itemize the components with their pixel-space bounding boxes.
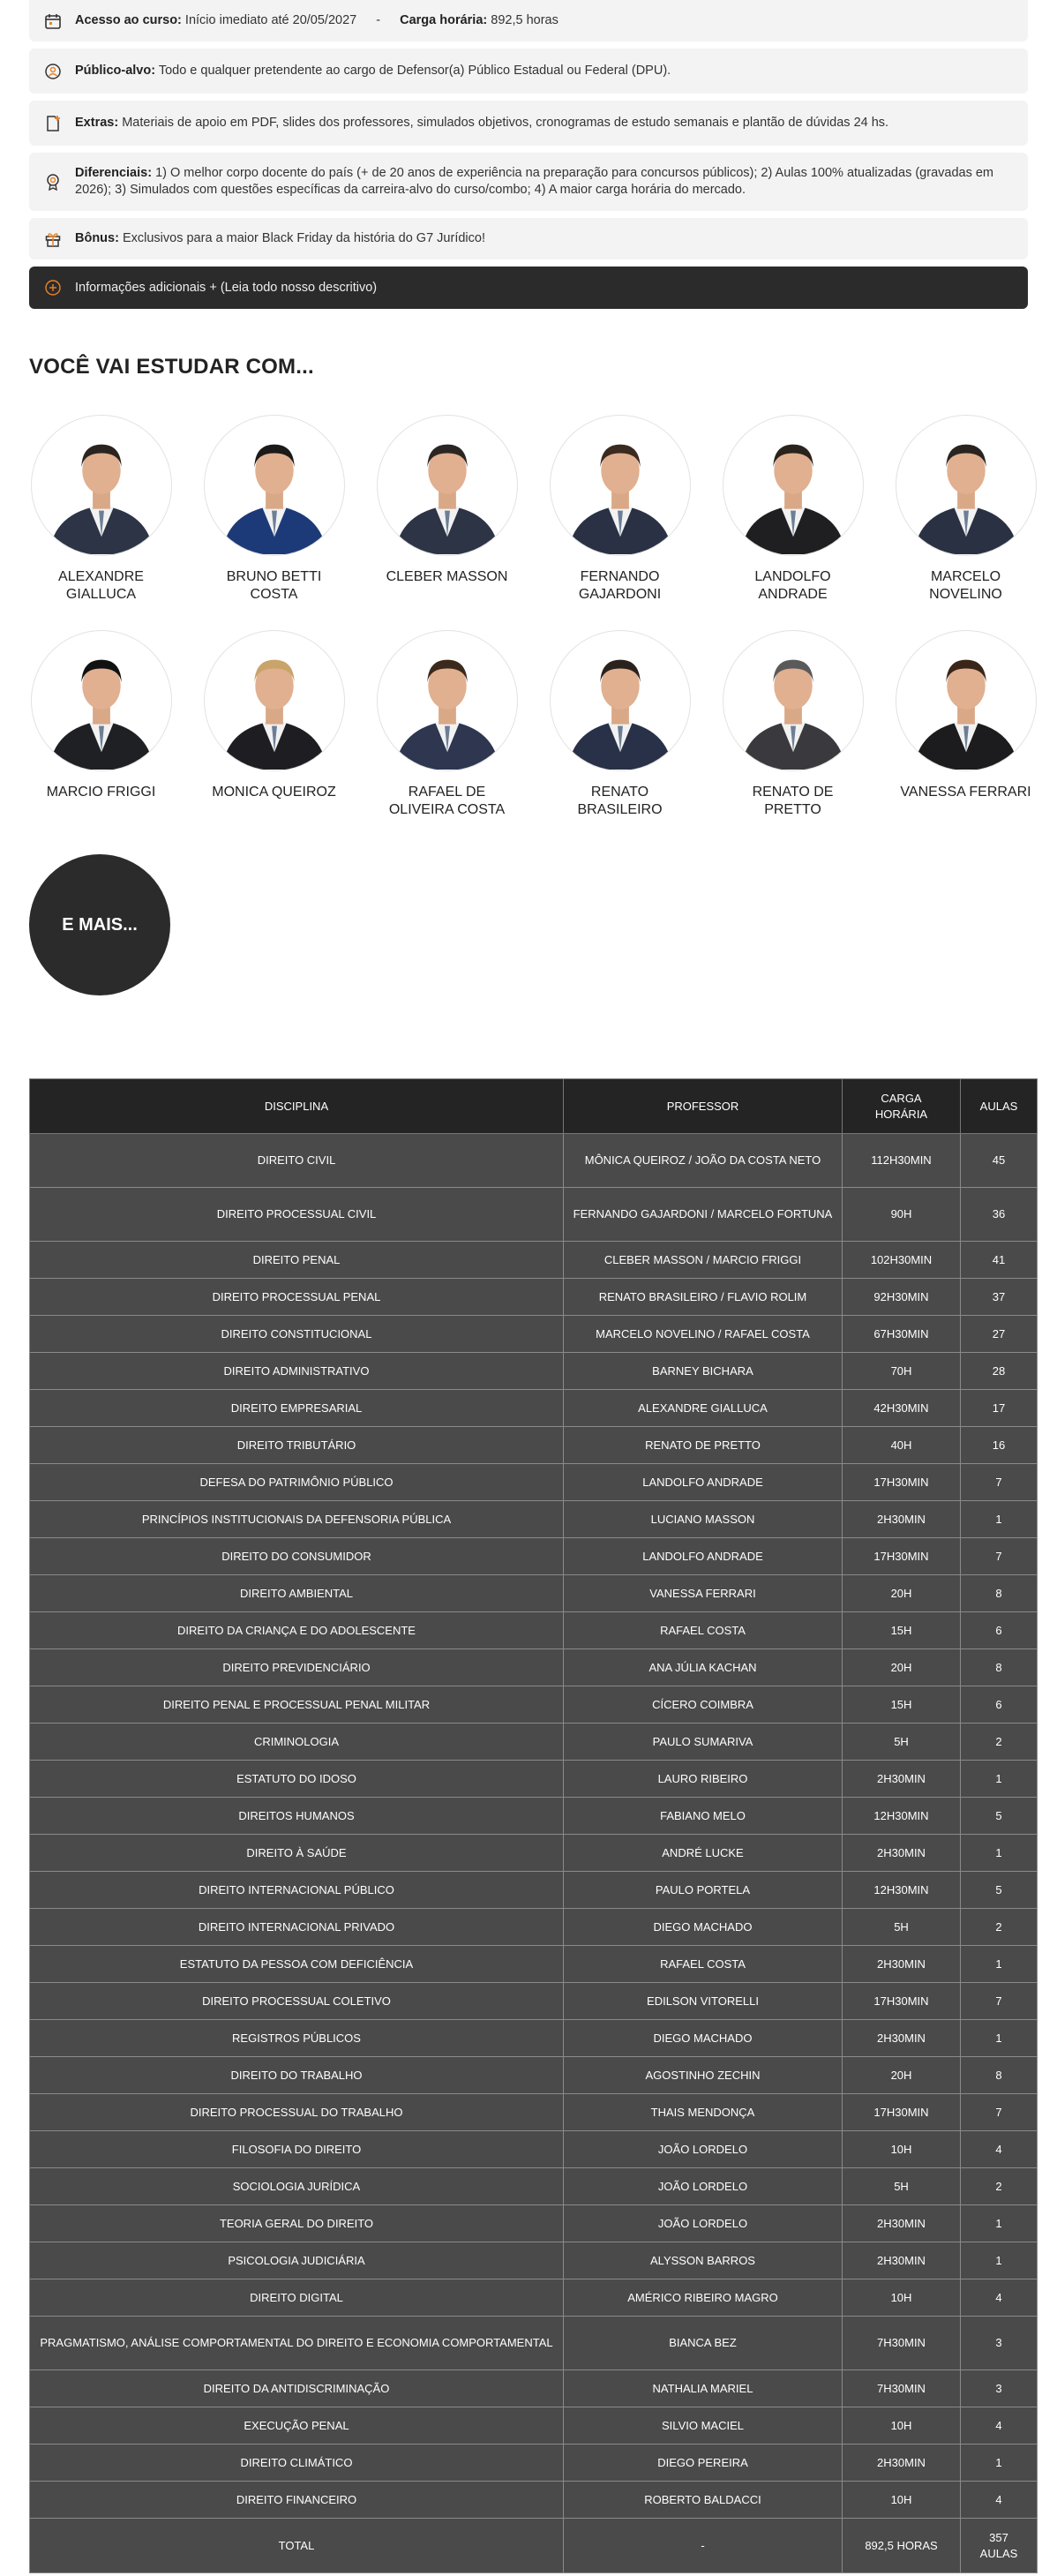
- total-cell-hours: 892,5 HORAS: [843, 2519, 961, 2573]
- header-lessons: AULAS: [961, 1079, 1038, 1134]
- cell-professor: THAIS MENDONÇA: [564, 2094, 843, 2131]
- cell-professor: RENATO DE PRETTO: [564, 1427, 843, 1464]
- cell-hours: 20H: [843, 1649, 961, 1686]
- cell-discipline: SOCIOLOGIA JURÍDICA: [30, 2168, 564, 2205]
- access-value: Início imediato até 20/05/2027: [184, 13, 357, 27]
- teacher-card: [548, 630, 692, 819]
- cell-hours: 112H30MIN: [843, 1134, 961, 1188]
- cell-lessons: 8: [961, 1575, 1038, 1612]
- cell-professor: CÍCERO COIMBRA: [564, 1686, 843, 1724]
- teacher-name: ALEXANDRE GIALLUCA: [58, 569, 144, 602]
- cell-hours: 5H: [843, 2168, 961, 2205]
- cell-professor: SILVIO MACIEL: [564, 2407, 843, 2445]
- cell-discipline: DIREITO ADMINISTRATIVO: [30, 1353, 564, 1390]
- cell-professor: EDILSON VITORELLI: [564, 1983, 843, 2020]
- cell-professor: LANDOLFO ANDRADE: [564, 1538, 843, 1575]
- differentials-label: Diferenciais:: [75, 166, 153, 180]
- calendar-icon: [43, 11, 63, 31]
- cell-lessons: 3: [961, 2317, 1038, 2370]
- hours-label: Carga horária:: [400, 13, 488, 27]
- cell-professor: RENATO BRASILEIRO / FLAVIO ROLIM: [564, 1279, 843, 1316]
- cell-lessons: 17: [961, 1390, 1038, 1427]
- cell-discipline: DIREITO FINANCEIRO: [30, 2482, 564, 2519]
- cell-lessons: 45: [961, 1134, 1038, 1188]
- cell-discipline: DIREITO À SAÚDE: [30, 1835, 564, 1872]
- cell-professor: LANDOLFO ANDRADE: [564, 1464, 843, 1501]
- table-row: [30, 1909, 1038, 1946]
- cell-lessons: 41: [961, 1242, 1038, 1279]
- table-row: [30, 1353, 1038, 1390]
- teacher-card: [721, 630, 865, 819]
- cell-lessons: 8: [961, 2057, 1038, 2094]
- cell-professor: ALEXANDRE GIALLUCA: [564, 1390, 843, 1427]
- info-differentials: [29, 153, 1028, 211]
- cell-discipline: PRAGMATISMO, ANÁLISE COMPORTAMENTAL DO DIREITO E ECONOMIA COMPORTAMENTAL: [30, 2317, 564, 2370]
- teachers-title: VOCÊ VAI ESTUDAR COM...: [29, 355, 314, 379]
- cell-hours: 92H30MIN: [843, 1279, 961, 1316]
- teacher-card: [375, 415, 519, 604]
- info-audience: [29, 49, 1028, 94]
- teacher-photo: [550, 630, 691, 771]
- header-discipline: DISCIPLINA: [30, 1079, 564, 1134]
- teacher-card: [894, 415, 1038, 604]
- cell-hours: 5H: [843, 1909, 961, 1946]
- teacher-photo: [31, 630, 172, 771]
- cell-discipline: DIREITO CLIMÁTICO: [30, 2445, 564, 2482]
- cell-discipline: CRIMINOLOGIA: [30, 1724, 564, 1761]
- teacher-name: BRUNO BETTI COSTA: [226, 569, 322, 602]
- cell-discipline: PRINCÍPIOS INSTITUCIONAIS DA DEFENSORIA PÚBLICA: [30, 1501, 564, 1538]
- table-row: [30, 1390, 1038, 1427]
- audience-value: Todo e qualquer pretendente ao cargo de Defensor(a) Público Estadual ou Federal (DPU).: [158, 64, 671, 78]
- cell-hours: 17H30MIN: [843, 1983, 961, 2020]
- cell-professor: DIEGO MACHADO: [564, 2020, 843, 2057]
- cell-lessons: 1: [961, 2020, 1038, 2057]
- teacher-card: [202, 415, 346, 604]
- more-teachers-button[interactable]: E MAIS...: [29, 854, 170, 995]
- table-row: [30, 1316, 1038, 1353]
- table-row: [30, 1612, 1038, 1649]
- cell-professor: JOÃO LORDELO: [564, 2168, 843, 2205]
- cell-professor: MARCELO NOVELINO / RAFAEL COSTA: [564, 1316, 843, 1353]
- teacher-photo: [723, 630, 864, 771]
- cell-discipline: REGISTROS PÚBLICOS: [30, 2020, 564, 2057]
- cell-hours: 2H30MIN: [843, 2020, 961, 2057]
- cell-hours: 70H: [843, 1353, 961, 1390]
- cell-professor: JOÃO LORDELO: [564, 2205, 843, 2242]
- cell-discipline: TEORIA GERAL DO DIREITO: [30, 2205, 564, 2242]
- teacher-name: CLEBER MASSON: [386, 569, 508, 584]
- cell-discipline: DIREITO DA CRIANÇA E DO ADOLESCENTE: [30, 1612, 564, 1649]
- cell-professor: FABIANO MELO: [564, 1798, 843, 1835]
- teachers-grid: [29, 415, 1031, 819]
- cell-lessons: 7: [961, 1538, 1038, 1575]
- cell-discipline: PSICOLOGIA JUDICIÁRIA: [30, 2242, 564, 2279]
- cell-hours: 90H: [843, 1188, 961, 1242]
- teacher-name: VANESSA FERRARI: [900, 785, 1031, 800]
- cell-professor: BARNEY BICHARA: [564, 1353, 843, 1390]
- cell-hours: 2H30MIN: [843, 1835, 961, 1872]
- cell-hours: 20H: [843, 1575, 961, 1612]
- table-row: [30, 1538, 1038, 1575]
- cell-lessons: 5: [961, 1798, 1038, 1835]
- teacher-photo: [377, 415, 518, 556]
- table-row: [30, 1761, 1038, 1798]
- cell-lessons: 8: [961, 1649, 1038, 1686]
- table-row: [30, 2205, 1038, 2242]
- table-row: [30, 2131, 1038, 2168]
- table-row: [30, 2020, 1038, 2057]
- cell-hours: 15H: [843, 1612, 961, 1649]
- teacher-photo: [204, 630, 345, 771]
- cell-discipline: DIREITO INTERNACIONAL PRIVADO: [30, 1909, 564, 1946]
- cell-hours: 12H30MIN: [843, 1798, 961, 1835]
- cell-hours: 2H30MIN: [843, 2205, 961, 2242]
- cell-hours: 7H30MIN: [843, 2317, 961, 2370]
- teacher-photo: [31, 415, 172, 556]
- cell-lessons: 5: [961, 1872, 1038, 1909]
- teacher-card: [202, 630, 346, 819]
- table-row: [30, 2370, 1038, 2407]
- cell-hours: 10H: [843, 2482, 961, 2519]
- cell-lessons: 6: [961, 1612, 1038, 1649]
- table-row: [30, 2279, 1038, 2317]
- differentials-value: 1) O melhor corpo docente do país (+ de 20 anos de experiência na preparação para concursos públicos); 2) Aulas 100% atualizadas (gravadas em 2026); 3) Simulados com questões específicas da carreira-alvo do curso/combo; 4) A maior carga horária do mercado.: [75, 166, 993, 197]
- cell-lessons: 3: [961, 2370, 1038, 2407]
- cell-hours: 2H30MIN: [843, 1501, 961, 1538]
- cell-lessons: 1: [961, 2205, 1038, 2242]
- teacher-card: [375, 630, 519, 819]
- cell-lessons: 4: [961, 2407, 1038, 2445]
- cell-lessons: 36: [961, 1188, 1038, 1242]
- cell-professor: NATHALIA MARIEL: [564, 2370, 843, 2407]
- table-row: [30, 2242, 1038, 2279]
- table-row: [30, 1464, 1038, 1501]
- cell-professor: ANDRÉ LUCKE: [564, 1835, 843, 1872]
- teacher-card: [894, 630, 1038, 819]
- table-row: [30, 1575, 1038, 1612]
- cell-professor: RAFAEL COSTA: [564, 1946, 843, 1983]
- cell-discipline: EXECUÇÃO PENAL: [30, 2407, 564, 2445]
- cell-discipline: DIREITO PREVIDENCIÁRIO: [30, 1649, 564, 1686]
- table-row: [30, 1501, 1038, 1538]
- cell-discipline: DIREITO PENAL E PROCESSUAL PENAL MILITAR: [30, 1686, 564, 1724]
- cell-professor: BIANCA BEZ: [564, 2317, 843, 2370]
- more-info-label: Informações adicionais + (Leia todo nosso descritivo): [75, 281, 378, 295]
- cell-hours: 5H: [843, 1724, 961, 1761]
- cell-lessons: 16: [961, 1427, 1038, 1464]
- cell-professor: ANA JÚLIA KACHAN: [564, 1649, 843, 1686]
- cell-hours: 10H: [843, 2407, 961, 2445]
- cell-discipline: DIREITO PROCESSUAL COLETIVO: [30, 1983, 564, 2020]
- cell-hours: 17H30MIN: [843, 1538, 961, 1575]
- cell-professor: VANESSA FERRARI: [564, 1575, 843, 1612]
- document-plus-icon: [43, 114, 63, 133]
- user-target-icon: [43, 62, 63, 81]
- cell-professor: DIEGO MACHADO: [564, 1909, 843, 1946]
- teacher-name: RENATO BRASILEIRO: [577, 785, 663, 817]
- teacher-photo: [723, 415, 864, 556]
- teacher-card: [548, 415, 692, 604]
- total-cell-lessons: 357 AULAS: [961, 2519, 1038, 2573]
- table-row: [30, 1798, 1038, 1835]
- cell-lessons: 7: [961, 2094, 1038, 2131]
- teacher-name: RENATO DE PRETTO: [752, 785, 834, 817]
- cell-discipline: DIREITO EMPRESARIAL: [30, 1390, 564, 1427]
- plus-circle-icon: [43, 278, 63, 297]
- total-cell-professor: -: [564, 2519, 843, 2573]
- table-total-row: [30, 2519, 1038, 2573]
- table-row: [30, 2094, 1038, 2131]
- cell-hours: 17H30MIN: [843, 1464, 961, 1501]
- cell-lessons: 4: [961, 2131, 1038, 2168]
- cell-hours: 2H30MIN: [843, 1946, 961, 1983]
- badge-award-icon: [43, 172, 63, 192]
- teacher-name: MARCELO NOVELINO: [929, 569, 1002, 602]
- more-info-toggle[interactable]: [29, 267, 1028, 309]
- cell-discipline: DIREITO CIVIL: [30, 1134, 564, 1188]
- access-label: Acesso ao curso:: [75, 13, 182, 27]
- table-row: [30, 1686, 1038, 1724]
- cell-discipline: DEFESA DO PATRIMÔNIO PÚBLICO: [30, 1464, 564, 1501]
- teacher-photo: [896, 415, 1037, 556]
- cell-lessons: 1: [961, 2242, 1038, 2279]
- cell-lessons: 4: [961, 2482, 1038, 2519]
- cell-lessons: 37: [961, 1279, 1038, 1316]
- table-row: [30, 2168, 1038, 2205]
- cell-lessons: 1: [961, 1761, 1038, 1798]
- teacher-photo: [204, 415, 345, 556]
- teacher-name: FERNANDO GAJARDONI: [578, 569, 662, 602]
- table-header-row: [30, 1079, 1038, 1134]
- info-bonus: [29, 218, 1028, 259]
- cell-professor: MÔNICA QUEIROZ / JOÃO DA COSTA NETO: [564, 1134, 843, 1188]
- subjects-table: [29, 1078, 1038, 2573]
- cell-discipline: DIREITO CONSTITUCIONAL: [30, 1316, 564, 1353]
- cell-professor: LUCIANO MASSON: [564, 1501, 843, 1538]
- table-row: [30, 2482, 1038, 2519]
- teacher-photo: [550, 415, 691, 556]
- cell-hours: 102H30MIN: [843, 1242, 961, 1279]
- table-row: [30, 1835, 1038, 1872]
- table-row: [30, 1134, 1038, 1188]
- cell-professor: RAFAEL COSTA: [564, 1612, 843, 1649]
- cell-discipline: DIREITOS HUMANOS: [30, 1798, 564, 1835]
- cell-lessons: 27: [961, 1316, 1038, 1353]
- table-row: [30, 1724, 1038, 1761]
- info-access: [29, 0, 1028, 41]
- header-hours: CARGA HORÁRIA: [843, 1079, 961, 1134]
- bonus-value: Exclusivos para a maior Black Friday da história do G7 Jurídico!: [122, 231, 485, 245]
- table-row: [30, 1427, 1038, 1464]
- teacher-card: [29, 415, 173, 604]
- table-row: [30, 2317, 1038, 2370]
- teacher-name: MARCIO FRIGGI: [46, 785, 156, 800]
- table-row: [30, 1242, 1038, 1279]
- cell-lessons: 2: [961, 1909, 1038, 1946]
- info-extras: [29, 101, 1028, 146]
- cell-hours: 17H30MIN: [843, 2094, 961, 2131]
- cell-professor: AMÉRICO RIBEIRO MAGRO: [564, 2279, 843, 2317]
- extras-label: Extras:: [75, 116, 119, 130]
- cell-discipline: ESTATUTO DO IDOSO: [30, 1761, 564, 1798]
- cell-discipline: DIREITO DIGITAL: [30, 2279, 564, 2317]
- bonus-label: Bônus:: [75, 231, 119, 245]
- teacher-card: [721, 415, 865, 604]
- cell-discipline: DIREITO PENAL: [30, 1242, 564, 1279]
- cell-discipline: FILOSOFIA DO DIREITO: [30, 2131, 564, 2168]
- table-row: [30, 1872, 1038, 1909]
- gift-icon: [43, 229, 63, 249]
- cell-professor: CLEBER MASSON / MARCIO FRIGGI: [564, 1242, 843, 1279]
- cell-professor: JOÃO LORDELO: [564, 2131, 843, 2168]
- cell-discipline: DIREITO DA ANTIDISCRIMINAÇÃO: [30, 2370, 564, 2407]
- cell-lessons: 6: [961, 1686, 1038, 1724]
- teacher-name: RAFAEL DE OLIVEIRA COSTA: [388, 785, 506, 817]
- cell-professor: ROBERTO BALDACCI: [564, 2482, 843, 2519]
- teacher-photo: [377, 630, 518, 771]
- cell-lessons: 7: [961, 1983, 1038, 2020]
- cell-professor: FERNANDO GAJARDONI / MARCELO FORTUNA: [564, 1188, 843, 1242]
- cell-lessons: 28: [961, 1353, 1038, 1390]
- cell-lessons: 1: [961, 1501, 1038, 1538]
- audience-label: Público-alvo:: [75, 64, 156, 78]
- cell-lessons: 2: [961, 1724, 1038, 1761]
- cell-discipline: DIREITO DO CONSUMIDOR: [30, 1538, 564, 1575]
- cell-lessons: 4: [961, 2279, 1038, 2317]
- cell-hours: 7H30MIN: [843, 2370, 961, 2407]
- cell-discipline: DIREITO PROCESSUAL DO TRABALHO: [30, 2094, 564, 2131]
- cell-hours: 10H: [843, 2131, 961, 2168]
- cell-hours: 15H: [843, 1686, 961, 1724]
- extras-value: Materiais de apoio em PDF, slides dos professores, simulados objetivos, cronogramas de estudo semanais e plantão de dúvidas 24 hs.: [122, 116, 889, 130]
- cell-hours: 10H: [843, 2279, 961, 2317]
- teacher-name: MONICA QUEIROZ: [212, 785, 336, 800]
- cell-lessons: 1: [961, 2445, 1038, 2482]
- cell-discipline: DIREITO PROCESSUAL PENAL: [30, 1279, 564, 1316]
- table-row: [30, 2445, 1038, 2482]
- table-row: [30, 2407, 1038, 2445]
- cell-lessons: 2: [961, 2168, 1038, 2205]
- cell-discipline: DIREITO INTERNACIONAL PÚBLICO: [30, 1872, 564, 1909]
- table-row: [30, 1983, 1038, 2020]
- table-row: [30, 1946, 1038, 1983]
- teacher-photo: [896, 630, 1037, 771]
- cell-hours: 42H30MIN: [843, 1390, 961, 1427]
- cell-professor: DIEGO PEREIRA: [564, 2445, 843, 2482]
- cell-discipline: DIREITO PROCESSUAL CIVIL: [30, 1188, 564, 1242]
- table-row: [30, 2057, 1038, 2094]
- cell-hours: 20H: [843, 2057, 961, 2094]
- cell-discipline: DIREITO DO TRABALHO: [30, 2057, 564, 2094]
- cell-professor: PAULO SUMARIVA: [564, 1724, 843, 1761]
- cell-professor: LAURO RIBEIRO: [564, 1761, 843, 1798]
- table-row: [30, 1279, 1038, 1316]
- table-row: [30, 1188, 1038, 1242]
- cell-lessons: 7: [961, 1464, 1038, 1501]
- cell-hours: 67H30MIN: [843, 1316, 961, 1353]
- cell-discipline: ESTATUTO DA PESSOA COM DEFICIÊNCIA: [30, 1946, 564, 1983]
- cell-professor: PAULO PORTELA: [564, 1872, 843, 1909]
- teacher-name: LANDOLFO ANDRADE: [754, 569, 831, 602]
- table-row: [30, 1649, 1038, 1686]
- cell-hours: 2H30MIN: [843, 1761, 961, 1798]
- teacher-card: [29, 630, 173, 819]
- cell-hours: 12H30MIN: [843, 1872, 961, 1909]
- separator: -: [376, 13, 381, 27]
- cell-hours: 40H: [843, 1427, 961, 1464]
- hours-value: 892,5 horas: [491, 13, 558, 27]
- cell-hours: 2H30MIN: [843, 2242, 961, 2279]
- cell-lessons: 1: [961, 1946, 1038, 1983]
- cell-professor: AGOSTINHO ZECHIN: [564, 2057, 843, 2094]
- cell-discipline: DIREITO AMBIENTAL: [30, 1575, 564, 1612]
- cell-hours: 2H30MIN: [843, 2445, 961, 2482]
- cell-lessons: 1: [961, 1835, 1038, 1872]
- cell-professor: ALYSSON BARROS: [564, 2242, 843, 2279]
- header-professor: PROFESSOR: [564, 1079, 843, 1134]
- total-cell-discipline: TOTAL: [30, 2519, 564, 2573]
- cell-discipline: DIREITO TRIBUTÁRIO: [30, 1427, 564, 1464]
